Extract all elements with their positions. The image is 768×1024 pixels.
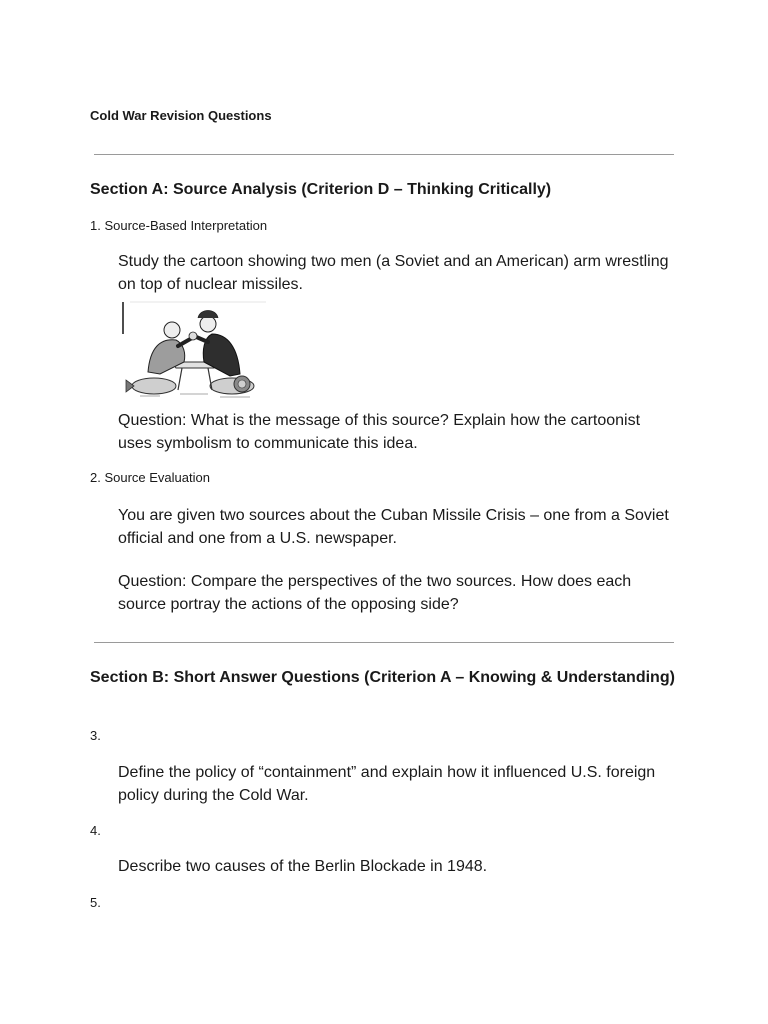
divider (94, 642, 674, 643)
section-b-heading: Section B: Short Answer Questions (Criterion A – Knowing & Understanding) (90, 669, 675, 686)
question-1-label: 1. Source-Based Interpretation (90, 218, 268, 233)
question-1-prompt: Study the cartoon showing two men (a Soviet and an American) arm wrestling on top of nuclear missiles. (118, 253, 669, 293)
question-3-label: 3. (90, 728, 101, 743)
document-title: Cold War Revision Questions (90, 108, 272, 123)
question-1-question: Question: What is the message of this source? Explain how the cartoonist uses symbolism to communicate this idea. (118, 412, 641, 452)
arm-wrestling-cartoon (120, 300, 270, 405)
question-4-body: Describe two causes of the Berlin Blockade in 1948. (118, 858, 488, 875)
question-2-question: Question: Compare the perspectives of the two sources. How does each source portray the actions of the opposing side? (118, 573, 632, 613)
divider (94, 154, 674, 155)
question-2-prompt: You are given two sources about the Cuban Missile Crisis – one from a Soviet official and one from a U.S. newspaper. (118, 507, 669, 547)
question-2-label: 2. Source Evaluation (90, 470, 210, 485)
question-4-label: 4. (90, 823, 101, 838)
section-a-heading: Section A: Source Analysis (Criterion D – Thinking Critically) (90, 181, 552, 198)
question-3-body: Define the policy of “containment” and explain how it influenced U.S. foreign policy during the Cold War. (118, 764, 656, 804)
question-5-label: 5. (90, 895, 101, 910)
